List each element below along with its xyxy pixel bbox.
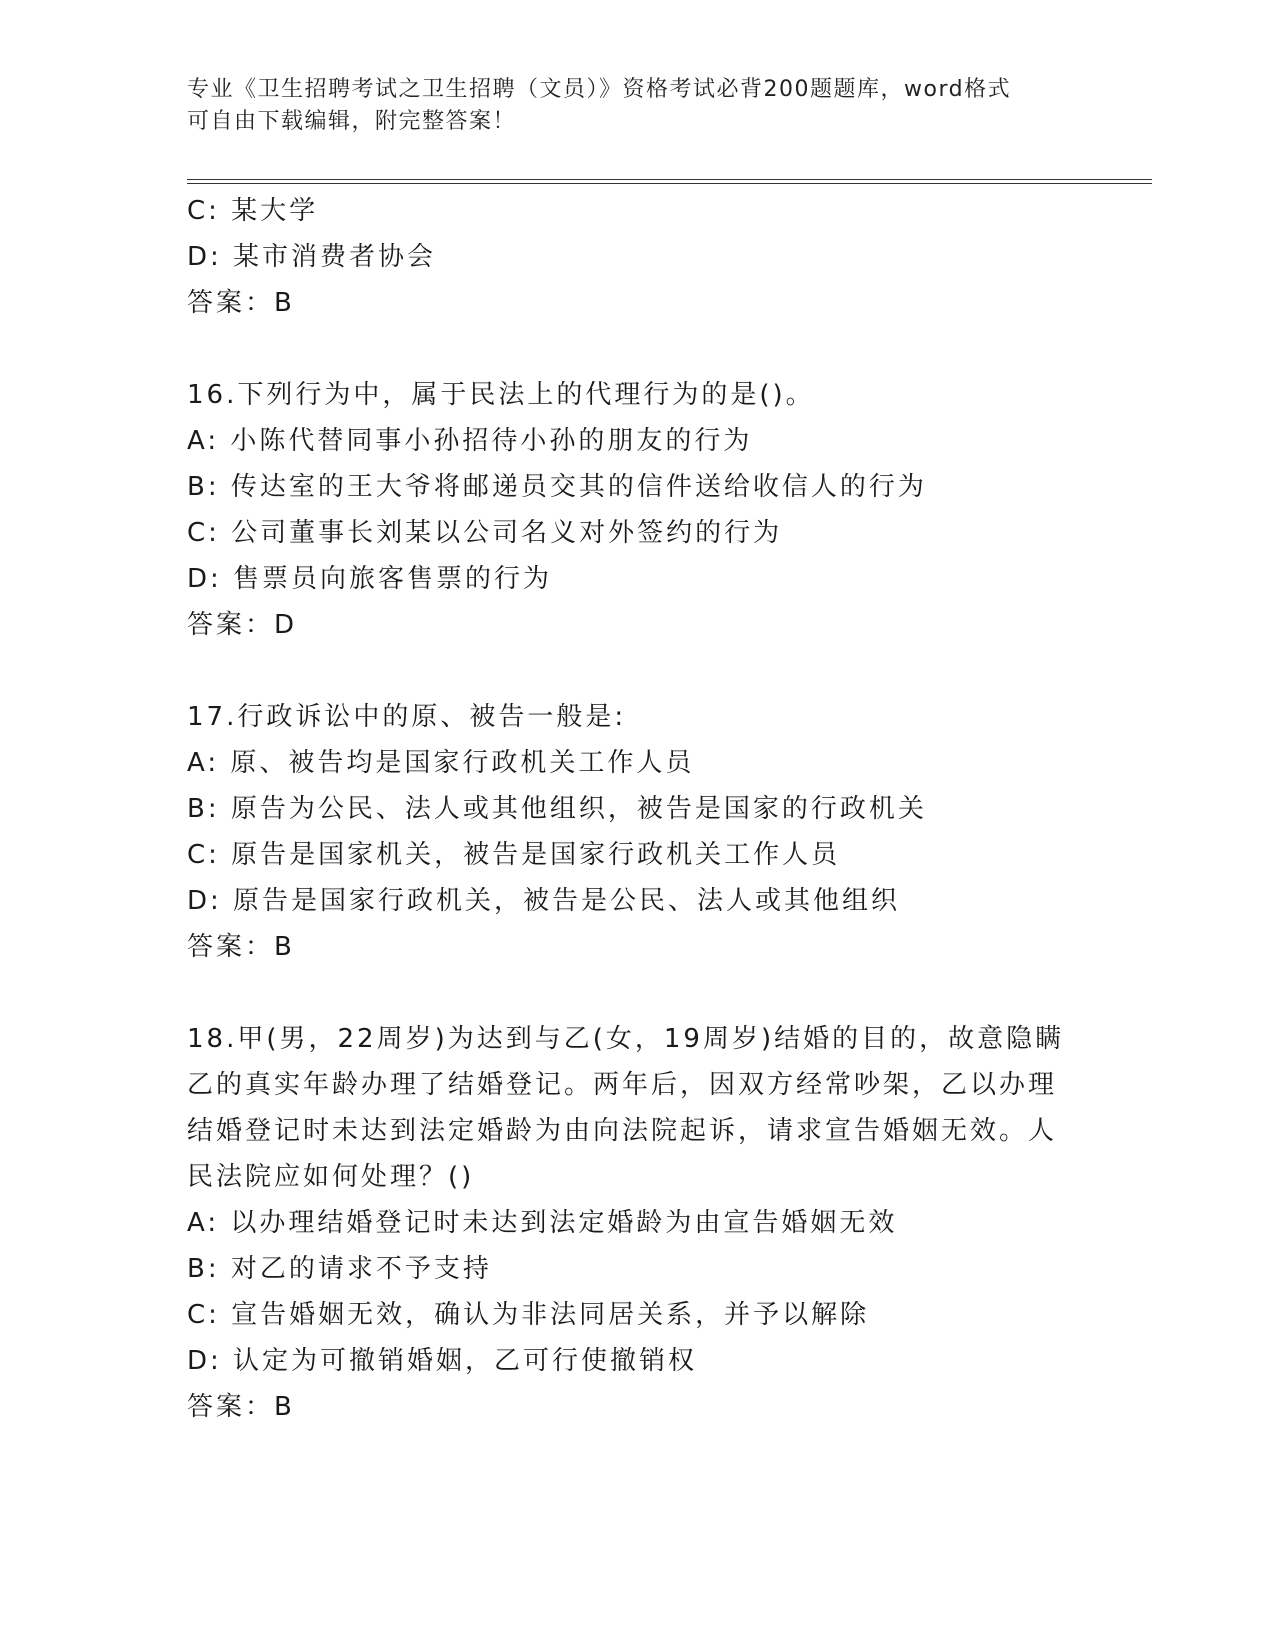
option-a: A: 小陈代替同事小孙招待小孙的朋友的行为 bbox=[187, 426, 753, 456]
option-a: A: 原、被告均是国家行政机关工作人员 bbox=[187, 748, 695, 778]
answer: 答案：B bbox=[187, 288, 295, 318]
spacer bbox=[187, 326, 1067, 372]
option-c: C: 某大学 bbox=[187, 196, 319, 226]
header-divider-top bbox=[187, 179, 1152, 180]
option-c: C: 公司董事长刘某以公司名义对外签约的行为 bbox=[187, 518, 783, 548]
option-d: D: 某市消费者协会 bbox=[187, 242, 437, 272]
question-stem-line-2: 乙的真实年龄办理了结婚登记。两年后，因双方经常吵架，乙以办理 bbox=[187, 1070, 1058, 1100]
option-d: D: 售票员向旅客售票的行为 bbox=[187, 564, 553, 594]
question-block-18 bbox=[187, 1016, 1067, 1430]
spacer bbox=[187, 648, 1067, 694]
option-b: B: 原告为公民、法人或其他组织，被告是国家的行政机关 bbox=[187, 794, 927, 824]
question-stem-line-4: 民法院应如何处理？() bbox=[187, 1162, 475, 1192]
header-title-line-1: 专业《卫生招聘考试之卫生招聘（文员）》资格考试必背200题题库，word格式 bbox=[187, 77, 1012, 102]
answer: 答案：D bbox=[187, 610, 298, 640]
answer: 答案：B bbox=[187, 932, 295, 962]
option-b: B: 传达室的王大爷将邮递员交其的信件送给收信人的行为 bbox=[187, 472, 927, 502]
question-stem-line-1: 18.甲(男，22周岁)为达到与乙(女，19周岁)结婚的目的，故意隐瞒 bbox=[187, 1024, 1065, 1054]
header-title-line-2: 可自由下载编辑，附完整答案！ bbox=[187, 109, 517, 134]
question-list bbox=[187, 188, 1067, 1430]
option-d: D: 原告是国家行政机关，被告是公民、法人或其他组织 bbox=[187, 886, 901, 916]
page-header bbox=[187, 74, 1067, 138]
question-stem: 17.行政诉讼中的原、被告一般是: bbox=[187, 702, 627, 732]
question-stem: 16.下列行为中，属于民法上的代理行为的是()。 bbox=[187, 380, 815, 410]
header-divider-bottom bbox=[187, 183, 1152, 184]
option-d: D: 认定为可撤销婚姻，乙可行使撤销权 bbox=[187, 1346, 698, 1376]
option-a: A: 以办理结婚登记时未达到法定婚龄为由宣告婚姻无效 bbox=[187, 1208, 898, 1238]
option-c: C: 宣告婚姻无效，确认为非法同居关系，并予以解除 bbox=[187, 1300, 870, 1330]
answer: 答案：B bbox=[187, 1392, 295, 1422]
option-c: C: 原告是国家机关，被告是国家行政机关工作人员 bbox=[187, 840, 841, 870]
question-block-16 bbox=[187, 372, 1067, 648]
question-block-prev bbox=[187, 188, 1067, 326]
question-stem-line-3: 结婚登记时未达到法定婚龄为由向法院起诉，请求宣告婚姻无效。人 bbox=[187, 1116, 1058, 1146]
question-block-17 bbox=[187, 694, 1067, 970]
spacer bbox=[187, 970, 1067, 1016]
option-b: B: 对乙的请求不予支持 bbox=[187, 1254, 492, 1284]
